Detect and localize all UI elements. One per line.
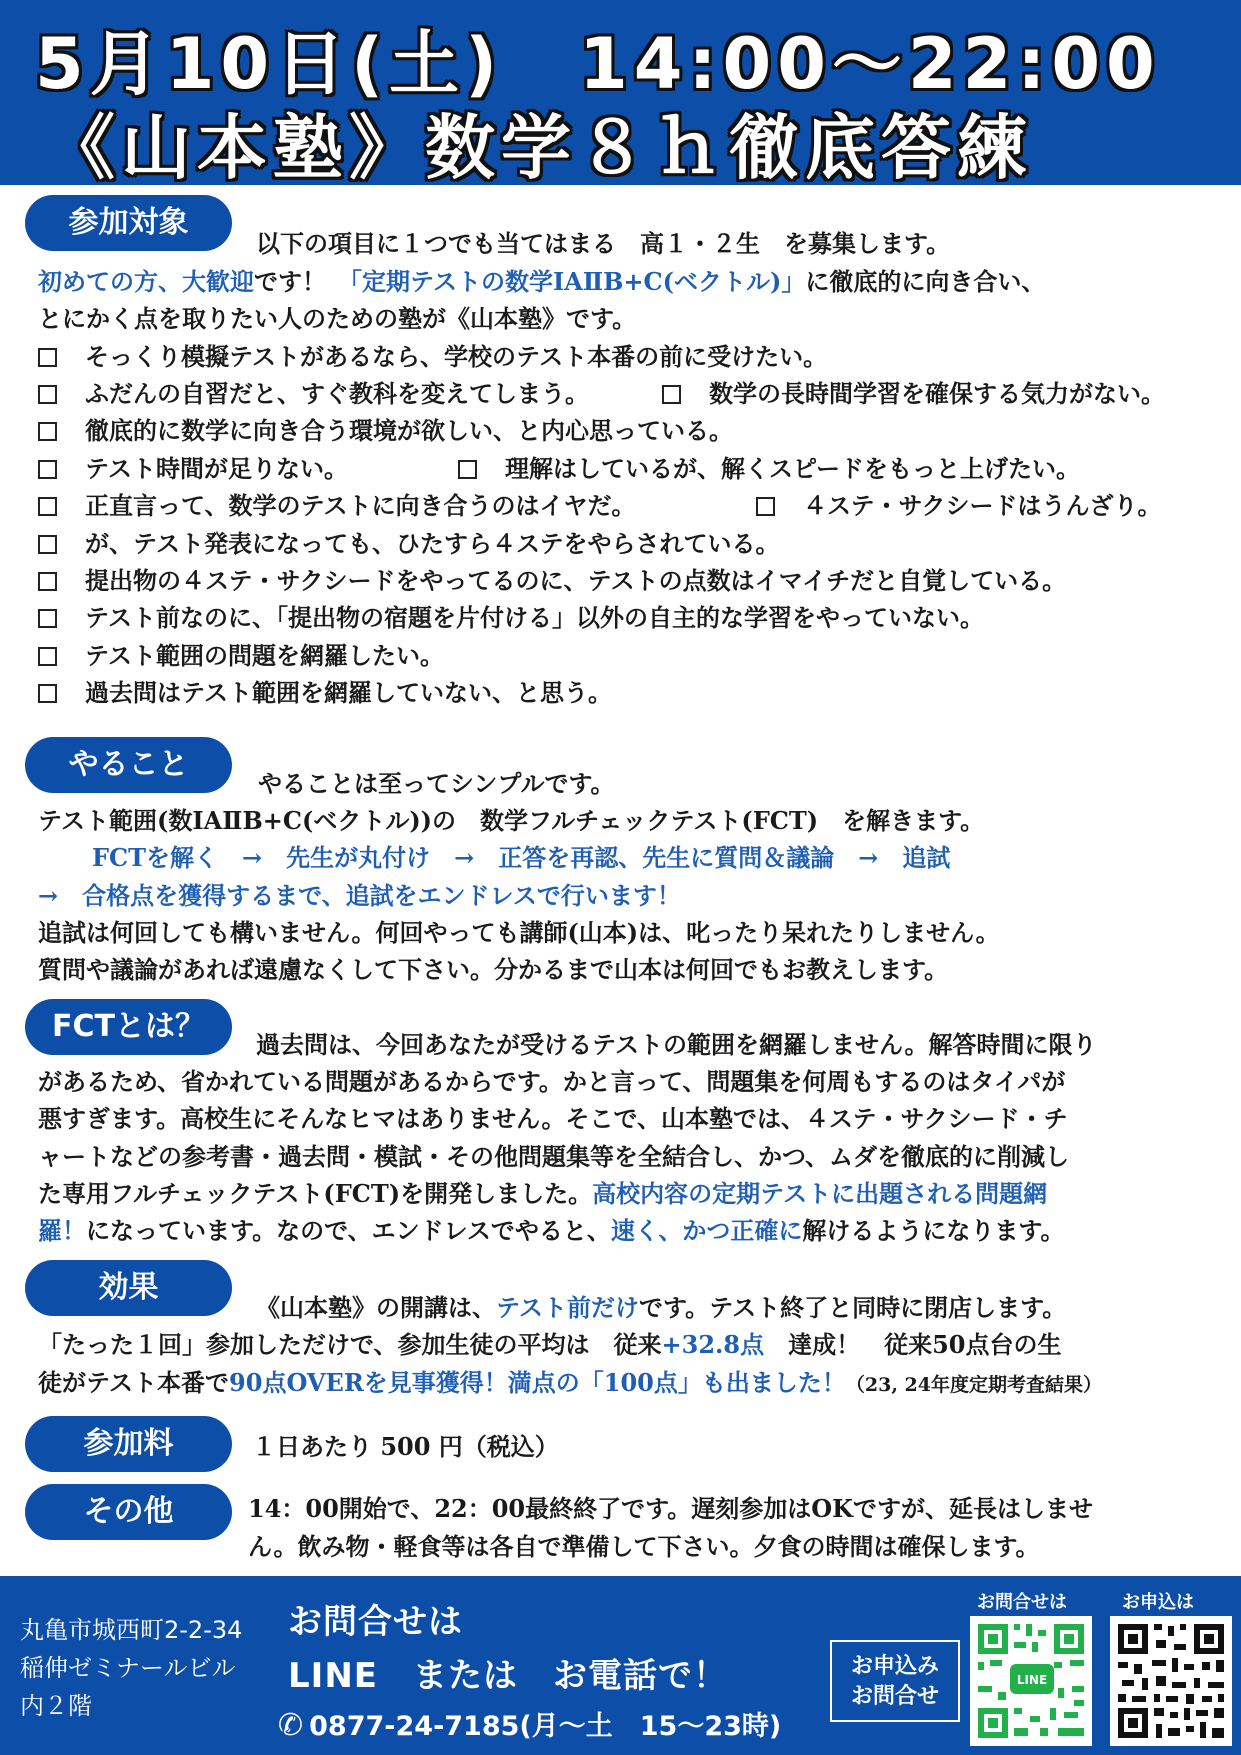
footer-banner: [0, 1576, 1241, 1755]
address-line: 内２階: [20, 1692, 92, 1720]
fee-text: １日あたり 500 円（税込）: [252, 1432, 559, 1461]
other-text: 14：00開始で、22：00最終終了です。遅刻参加はOKですが、延長はしませ: [248, 1494, 1093, 1523]
checklist-item: [38, 636, 444, 671]
checklist-label: テスト範囲の問題を網羅したい。: [85, 641, 445, 670]
section-label-fct: FCTとは？: [25, 999, 232, 1055]
fct-text: 過去問は、今回あなたが受けるテストの範囲を網羅しません。解答時間に限り: [256, 1030, 1097, 1059]
target-intro: 以下の項目に１つでも当てはまる 高１・２生 を募集します。: [256, 229, 951, 258]
apply-box-line: お問合せ: [850, 1684, 939, 1709]
event-date-time: 5月10日(土) 14:00～22:00: [35, 23, 1161, 105]
effect-text: [38, 1363, 1102, 1398]
target-welcome-line: [38, 262, 1045, 297]
section-label-fee: 参加料: [25, 1416, 232, 1472]
fct-text: [38, 1174, 1047, 1209]
checklist-label: 過去問はテスト範囲を網羅していない、と思う。: [85, 678, 613, 707]
phone-icon: ✆: [278, 1708, 304, 1743]
header-banner: [0, 0, 1241, 189]
checklist-item: [458, 449, 1080, 484]
apply-qr-code[interactable]: [1110, 1616, 1232, 1746]
checklist-item: [756, 486, 1162, 521]
line-qr-icon: [970, 1616, 1092, 1746]
effect-highlight: 90点OVERを見事獲得！満点の「100点」も出ました！: [229, 1368, 846, 1397]
checklist-item: [38, 561, 1066, 596]
checklist-item: [662, 374, 1165, 409]
effect-highlight: +32.8点: [661, 1330, 765, 1359]
fct-text-part: になっています。なので、エンドレスでやると、: [86, 1216, 611, 1245]
contact-heading: お問合せは: [288, 1602, 463, 1642]
fct-text: [38, 1211, 1065, 1246]
checklist-label: テスト時間が足りない。: [85, 454, 349, 483]
qr-label-apply: お申込は: [1122, 1592, 1194, 1613]
checklist-label: 提出物の４ステ・サクシードをやってるのに、テストの点数はイマイチだと自覚している。: [85, 566, 1067, 595]
checkbox-icon[interactable]: [38, 572, 57, 591]
scope-text: 「定期テストの数学ⅠAⅡB+C(ベクトル)」: [350, 267, 806, 296]
checklist-label: ４ステ・サクシードはうんざり。: [803, 491, 1162, 520]
checkbox-icon[interactable]: [38, 647, 57, 666]
checkbox-icon[interactable]: [458, 460, 477, 479]
fct-highlight: 高校内容の定期テストに出題される問題網: [592, 1179, 1048, 1208]
event-title: 《山本塾》数学８ｈ徹底答練: [45, 107, 1033, 189]
todo-intro: やることは至ってシンプルです。: [258, 769, 615, 798]
effect-text-part: 徒がテスト本番で: [38, 1368, 230, 1397]
checkbox-icon[interactable]: [662, 385, 681, 404]
effect-text-part: です。テスト終了と同時に閉店します。: [639, 1293, 1067, 1322]
checklist-item: [38, 449, 348, 484]
effect-text: [256, 1288, 1066, 1323]
other-text: ん。飲み物・軽食等は各自で準備して下さい。夕食の時間は確保します。: [248, 1532, 1040, 1561]
welcome-suffix: です！: [254, 267, 326, 296]
checkbox-icon[interactable]: [38, 684, 57, 703]
todo-line: 質問や議論があれば遠慮なくして下さい。分かるまで山本は何回でもお教えします。: [38, 955, 949, 984]
qr-label-inquiry: お問合せは: [977, 1592, 1067, 1613]
checklist-label: 数学の長時間学習を確保する気力がない。: [709, 379, 1165, 408]
apply-box-line: お申込み: [850, 1654, 939, 1679]
checklist-item: [38, 673, 612, 708]
section-label-effect: 効果: [25, 1260, 232, 1316]
checklist-label: 正直言って、数学のテストに向き合うのはイヤだ。: [85, 491, 636, 520]
checklist-label: テスト前なのに、「提出物の宿題を片付ける」以外の自主的な学習をやっていない。: [85, 603, 985, 632]
checkbox-icon[interactable]: [38, 422, 57, 441]
effect-text-part: 《山本塾》の開講は、: [256, 1293, 496, 1322]
checklist-item: [38, 337, 827, 372]
fct-text: があるため、省かれている問題があるからです。かと言って、問題集を何周もするのはタイパが: [38, 1067, 1066, 1096]
checklist-label: 理解はしているが、解くスピードをもっと上げたい。: [505, 454, 1081, 483]
address-line: 丸亀市城西町2-2-34: [20, 1616, 243, 1644]
effect-text-part: 達成！ 従来50点台の生: [764, 1330, 1062, 1359]
checklist-label: が、テスト発表になっても、ひたすら４ステをやらされている。: [85, 529, 780, 558]
checklist-item: [38, 411, 733, 446]
checkbox-icon[interactable]: [38, 609, 57, 628]
checklist-label: ふだんの自習だと、すぐ教科を変えてしまう。: [85, 379, 589, 408]
target-description: とにかく点を取りたい人のための塾が《山本塾》です。: [38, 304, 637, 333]
fct-text-part: た専用フルチェックテスト(FCT)を開発しました。: [38, 1179, 593, 1208]
address-line: 稲伸ゼミナールビル: [20, 1654, 236, 1682]
checkbox-icon[interactable]: [756, 497, 775, 516]
effect-source-note: （23, 24年度定期考査結果）: [845, 1374, 1103, 1396]
welcome-text: 初めての方、大歓迎: [38, 267, 254, 296]
section-label-other: その他: [25, 1484, 232, 1540]
fct-highlight: 羅！: [38, 1216, 86, 1245]
checklist-item: [38, 486, 636, 521]
fct-text-part: 解けるようになります。: [802, 1216, 1065, 1245]
checklist-item: [38, 374, 589, 409]
todo-flow-end: → 合格点を獲得するまで、追試をエンドレスで行います！: [38, 881, 681, 910]
qr-code-icon: [1110, 1616, 1232, 1746]
checkbox-icon[interactable]: [38, 497, 57, 516]
checklist-label: そっくり模擬テストがあるなら、学校のテスト本番の前に受けたい。: [85, 342, 828, 371]
scope-suffix: に徹底的に向き合い、: [805, 267, 1046, 296]
section-label-todo: やること: [25, 737, 232, 793]
section-label-target: 参加対象: [25, 195, 232, 251]
phone-number[interactable]: [278, 1704, 781, 1743]
fct-highlight: 速く、かつ正確に: [610, 1216, 803, 1245]
checkbox-icon[interactable]: [38, 535, 57, 554]
effect-highlight: テスト前だけ: [496, 1293, 640, 1322]
qr-line-text: LINE: [1016, 1673, 1048, 1687]
fct-text: ャートなどの参考書・過去問・模試・その他問題集等を全結合し、かつ、ムダを徹底的に削減し: [38, 1142, 1070, 1171]
effect-text-part: 「たった１回」参加しただけで、参加生徒の平均は 従来: [38, 1330, 662, 1359]
todo-flow: FCTを解く → 先生が丸付け → 正答を再認、先生に質問＆議論 → 追試: [92, 843, 951, 872]
effect-text: [38, 1325, 1062, 1360]
apply-inquiry-box: [830, 1640, 960, 1722]
fct-text: 悪すぎます。高校生にそんなヒマはありません。そこで、山本塾では、４ステ・サクシード・チ: [38, 1104, 1068, 1133]
phone-text: 0877-24-7185(月～土 15～23時): [309, 1711, 782, 1742]
line-qr-code[interactable]: [970, 1616, 1092, 1746]
todo-line: テスト範囲(数ⅠAⅡB+C(ベクトル))の 数学フルチェックテスト(FCT) を解きます。: [38, 806, 985, 835]
todo-line: 追試は何回しても構いません。何回やっても講師(山本)は、叱ったり呆れたりしません。: [38, 918, 1000, 947]
checklist-label: 徹底的に数学に向き合う環境が欲しい、と内心思っている。: [85, 416, 733, 445]
checkbox-icon[interactable]: [38, 348, 57, 367]
checklist-item: [38, 598, 984, 633]
checkbox-icon[interactable]: [38, 460, 57, 479]
checkbox-icon[interactable]: [38, 385, 57, 404]
checklist-item: [38, 524, 780, 559]
contact-method: LINE または お電話で！: [288, 1656, 728, 1696]
